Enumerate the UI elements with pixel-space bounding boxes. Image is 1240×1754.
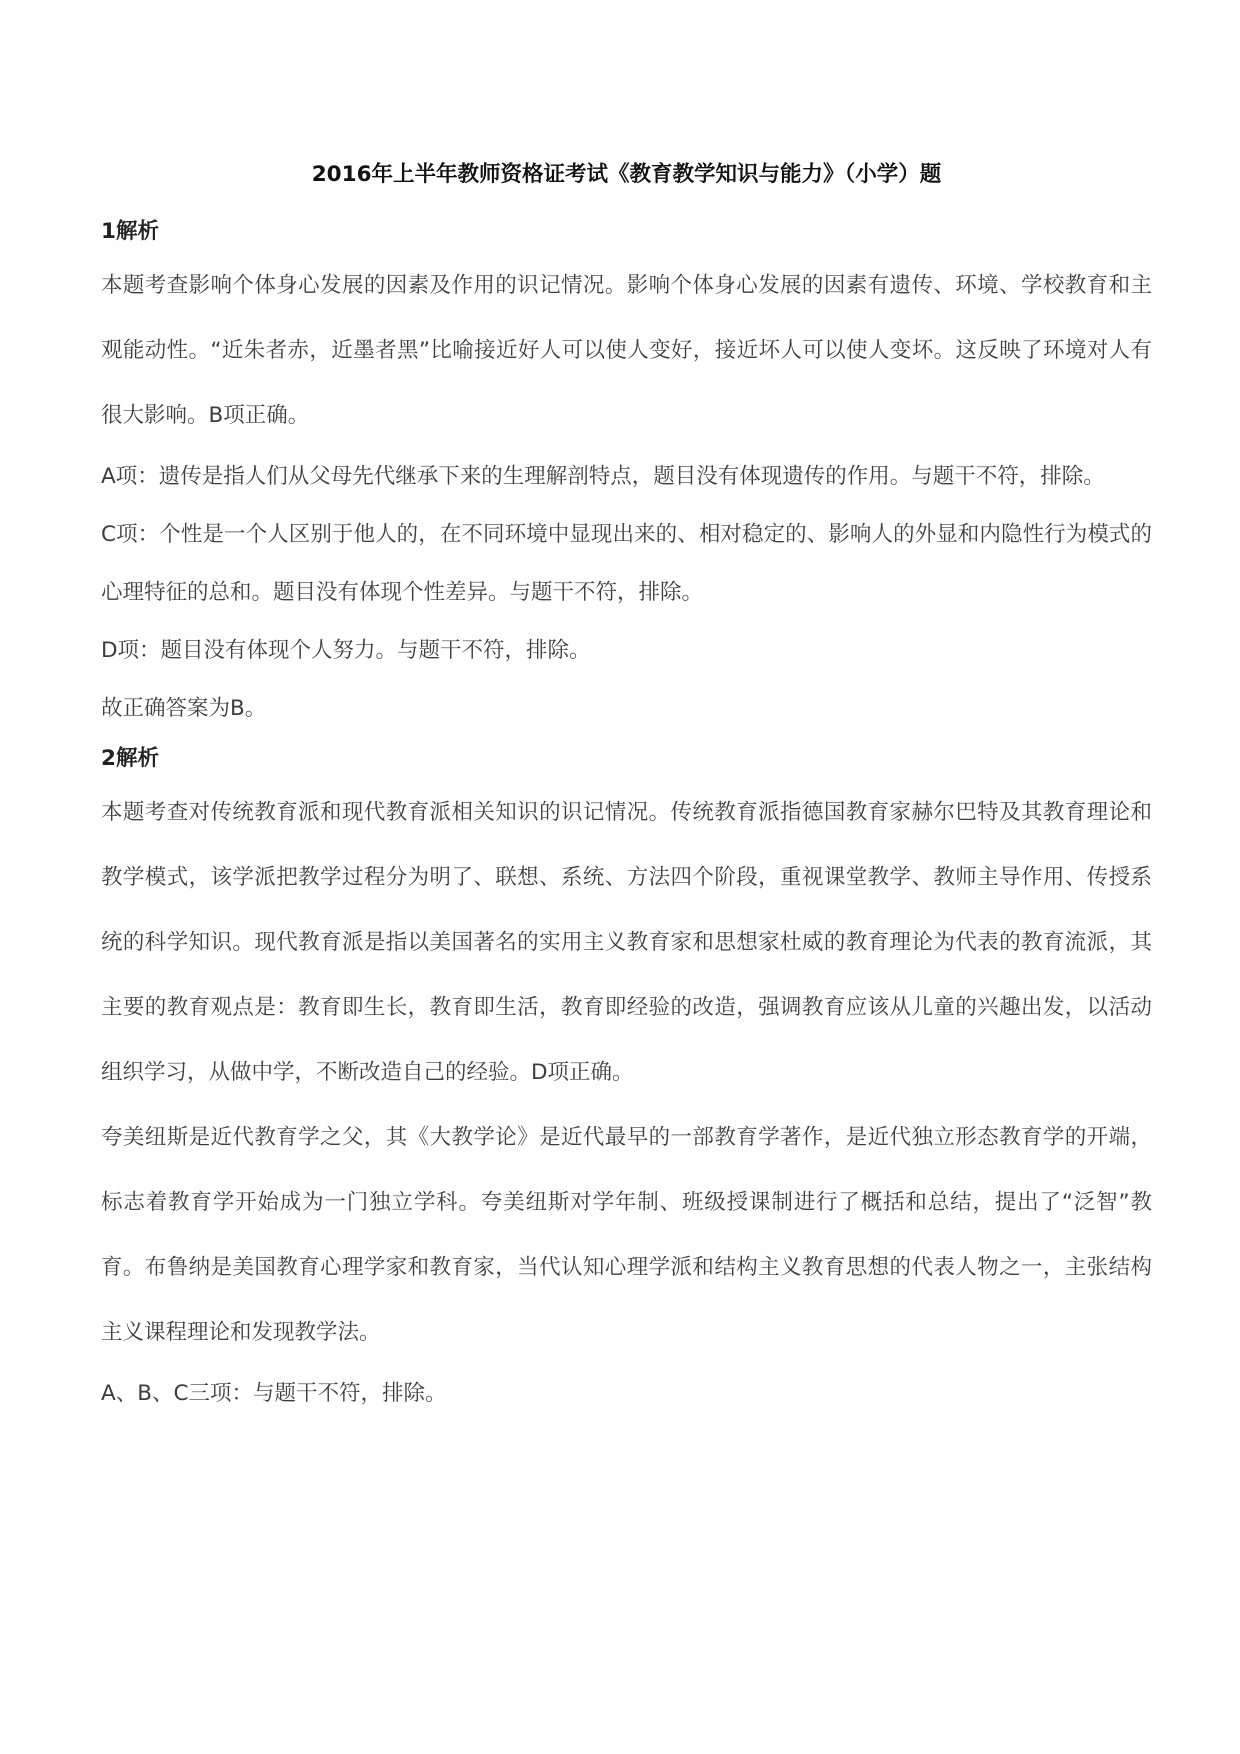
document-title: 2016年上半年教师资格证考试《教育教学知识与能力》（小学）题 bbox=[311, 162, 942, 187]
paragraph: A、B、C三项：与题干不符，排除。 bbox=[101, 1381, 447, 1406]
paragraph: 故正确答案为B。 bbox=[101, 696, 267, 721]
section-heading-2: 2解析 bbox=[101, 746, 159, 771]
paragraph: A项：遗传是指人们从父母先代继承下来的生理解剖特点，题目没有体现遗传的作用。与题干不符，排除。 bbox=[101, 464, 1105, 489]
section-body-1 bbox=[101, 253, 1152, 738]
paragraph: D项：题目没有体现个人努力。与题干不符，排除。 bbox=[101, 638, 591, 663]
paragraph: 夸美纽斯是近代教育学之父，其《大教学论》是近代最早的一部教育学著作，是近代独立形态教育学的开端，标志着教育学开始成为一门独立学科。夸美纽斯对学年制、班级授课制进行了概括和总结，提出了“泛智”教育。布鲁纳是美国教育心理学家和教育家，当代认知心理学派和结构主义教育思想的代表人物之一，主张结构主义课程理论和发现教学法。 bbox=[101, 1125, 1152, 1345]
paragraph: 本题考查影响个体身心发展的因素及作用的识记情况。影响个体身心发展的因素有遗传、环境、学校教育和主观能动性。“近朱者赤，近墨者黑”比喻接近好人可以使人变好，接近坏人可以使人变坏。这反映了环境对人有很大影响。B项正确。 bbox=[101, 273, 1152, 428]
paragraph: C项：个性是一个人区别于他人的，在不同环境中显现出来的、相对稳定的、影响人的外显和内隐性行为模式的心理特征的总和。题目没有体现个性差异。与题干不符，排除。 bbox=[101, 522, 1152, 605]
paragraph: 本题考查对传统教育派和现代教育派相关知识的识记情况。传统教育派指德国教育家赫尔巴特及其教育理论和教学模式，该学派把教学过程分为明了、联想、系统、方法四个阶段，重视课堂教学、教师主导作用、传授系统的科学知识。现代教育派是指以美国著名的实用主义教育家和思想家杜威的教育理论为代表的教育流派，其主要的教育观点是：教育即生长，教育即生活，教育即经验的改造，强调教育应该从儿童的兴趣出发，以活动组织学习，从做中学，不断改造自己的经验。D项正确。 bbox=[101, 800, 1152, 1085]
section-body-2 bbox=[101, 780, 1152, 1423]
section-heading-1: 1解析 bbox=[101, 219, 159, 244]
